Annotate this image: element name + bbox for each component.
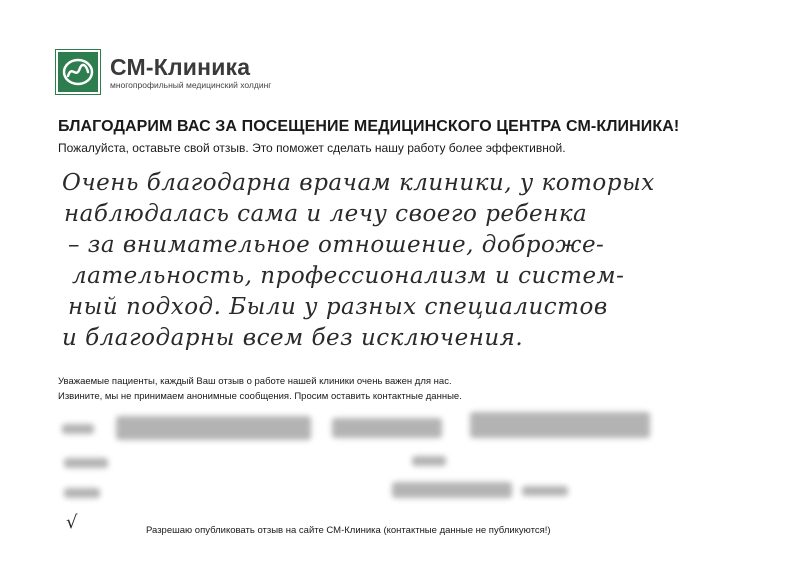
- redacted-name-field: [116, 416, 311, 440]
- redacted-name-field: [470, 412, 650, 438]
- brand-name: СМ-Клиника: [110, 53, 251, 80]
- feedback-line: ный подход. Были у разных специалистов: [68, 294, 608, 320]
- redacted-name-field: [332, 418, 442, 438]
- logo-mark-icon: [56, 50, 100, 94]
- brand-logo: [56, 50, 271, 94]
- feedback-line: и благодарны всем без исключения.: [62, 325, 524, 351]
- note-no-anonymous: Извините, мы не принимаем анонимные сообщения. Просим оставить контактные данные.: [58, 391, 462, 402]
- page-title: БЛАГОДАРИМ ВАС ЗА ПОСЕЩЕНИЕ МЕДИЦИНСКОГО ЦЕНТРА СМ-КЛИНИКА!: [58, 118, 680, 135]
- redacted-name-field: [62, 424, 94, 434]
- consent-checkmark: √: [66, 512, 78, 533]
- page-subtitle: Пожалуйста, оставьте свой отзыв. Это поможет сделать нашу работу более эффективной.: [58, 141, 566, 155]
- feedback-line: – за внимательное отношение, доброже-: [68, 232, 605, 258]
- handwritten-feedback: [62, 168, 762, 354]
- feedback-line: Очень благодарна врачам клиники, у которых: [62, 170, 655, 196]
- redacted-field-label: [412, 456, 446, 466]
- feedback-line: наблюдалась сама и лечу своего ребенка: [64, 201, 588, 227]
- consent-text: Разрешаю опубликовать отзыв на сайте СМ-Клиника (контактные данные не публикуются!): [146, 525, 551, 536]
- redacted-phone-field: [522, 486, 568, 496]
- redacted-phone-field: [392, 482, 512, 498]
- brand-tagline: многопрофильный медицинский холдинг: [110, 79, 272, 90]
- feedback-line: лательность, профессионализм и систем-: [72, 263, 625, 289]
- redacted-field-label: [64, 488, 100, 498]
- redacted-field-label: [64, 458, 108, 468]
- note-importance: Уважаемые пациенты, каждый Ваш отзыв о работе нашей клиники очень важен для нас.: [58, 376, 452, 387]
